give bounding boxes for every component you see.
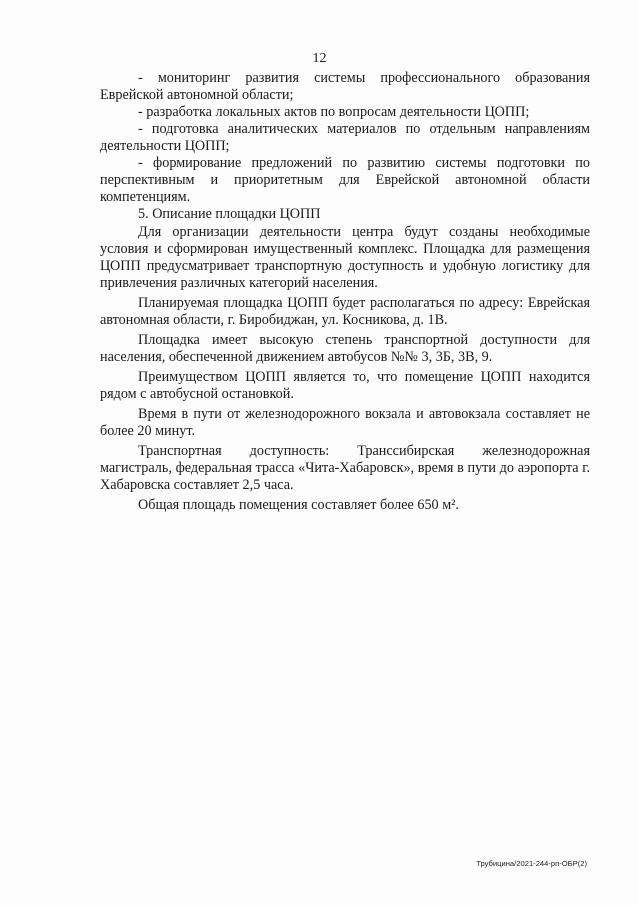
paragraph-transport: Транспортная доступность: Транссибирская железнодорожная магистраль, федеральная трасса «Чита-Хабаровск», время в пути до аэропорта г. Хабаровска составляет 2,5 часа. [100,443,590,493]
paragraph-area: Общая площадь помещения составляет более 650 м². [138,497,459,513]
page-number: 12 [312,51,327,66]
paragraph-accessibility: Площадка имеет высокую степень транспортной доступности для населения, обеспеченной движением автобусов №№ 3, 3Б, 3В, 9. [100,332,590,365]
paragraph-advantage: Преимуществом ЦОПП является то, что помещение ЦОПП находится рядом с автобусной остановкой. [100,369,590,402]
paragraph-proposals: - формирование предложений по развитию системы подготовки по перспективным и приоритетным для Еврейской автономной области компетенциям. [100,155,590,205]
paragraph-local-acts: - разработка локальных актов по вопросам деятельности ЦОПП; [138,104,530,120]
paragraph-address: Планируемая площадка ЦОПП будет располагаться по адресу: Еврейская автономная области, г. Биробиджан, ул. Косникова, д. 1В. [100,295,590,328]
paragraph-travel-time: Время в пути от железнодорожного вокзала и автовокзала составляет не более 20 минут. [100,406,590,439]
paragraph-monitoring: - мониторинг развития системы профессионального образования Еврейской автономной области; [100,70,590,103]
section-heading: 5. Описание площадки ЦОПП [138,206,321,222]
paragraph-analytics: - подготовка аналитических материалов по отдельным направлениям деятельности ЦОПП; [100,121,590,154]
document-footer: Трубицина/2021-244-рп-ОБР(2) [476,859,587,868]
document-body [100,70,590,517]
paragraph-organization: Для организации деятельности центра будут созданы необходимые условия и сформирован имущественный комплекс. Площадка для размещения ЦОПП предусматривает транспортную доступность и удобную логистику для привлечения различных категорий населения. [100,224,590,291]
